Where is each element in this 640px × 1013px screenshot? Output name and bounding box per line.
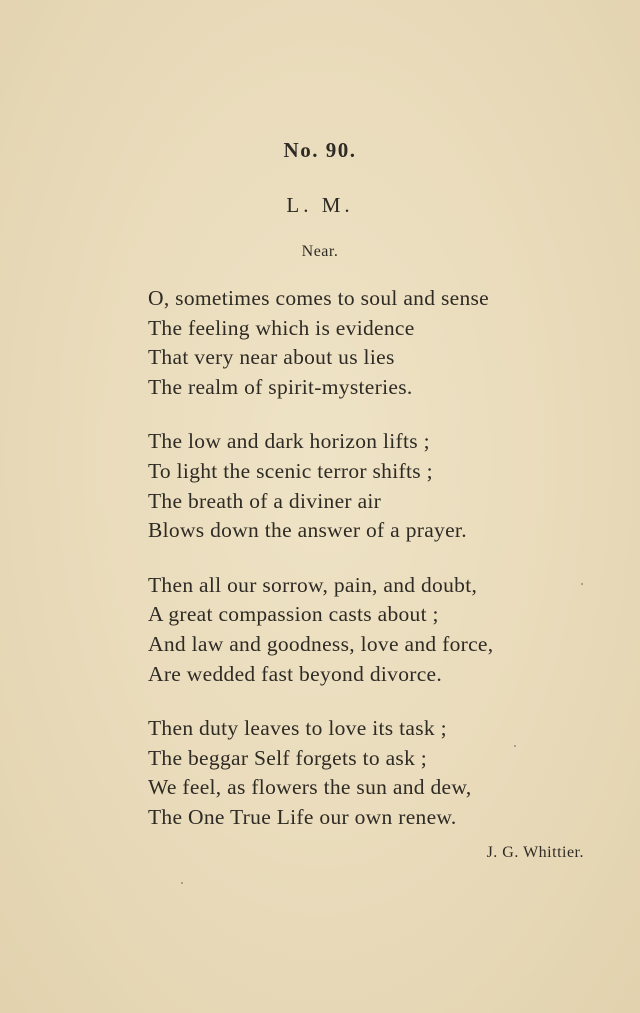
stanza-2 (148, 427, 618, 545)
stanza-4 (148, 714, 618, 832)
stanza-1 (148, 284, 618, 402)
poem-line: We feel, as flowers the sun and dew, (148, 775, 472, 800)
hymn-number: No. 90. (283, 138, 357, 162)
poem-line: Then duty leaves to love its task ; (148, 716, 447, 741)
hymn-meter: L. M. (286, 193, 354, 217)
poem-line: To light the scenic terror shifts ; (148, 458, 433, 483)
stanza-3 (148, 571, 618, 689)
author-attribution: J. G. Whittier. (486, 844, 584, 861)
poem-line: Are wedded fast beyond divorce. (148, 661, 443, 686)
paper-speck (581, 583, 583, 585)
poem-line: The feeling which is evidence (148, 315, 415, 340)
poem-line: The beggar Self forgets to ask ; (148, 745, 428, 770)
poem-body (148, 284, 618, 858)
poem-line: The One True Life our own renew. (148, 804, 457, 829)
poem-line: A great compassion casts about ; (148, 602, 439, 627)
poem-line: Then all our sorrow, pain, and doubt, (148, 572, 478, 597)
poem-line: Blows down the answer of a prayer. (148, 518, 467, 543)
poem-line: The realm of spirit-mysteries. (148, 374, 413, 399)
poem-line: And law and goodness, love and force, (148, 631, 494, 656)
poem-line: O, sometimes comes to soul and sense (148, 286, 490, 310)
poem-line: The low and dark horizon lifts ; (148, 429, 430, 454)
poem-line: The breath of a diviner air (148, 488, 382, 513)
paper-speck (181, 882, 183, 884)
paper-speck (514, 745, 516, 747)
hymn-tune-title: Near. (301, 243, 339, 260)
poem-line: That very near about us lies (148, 345, 395, 370)
